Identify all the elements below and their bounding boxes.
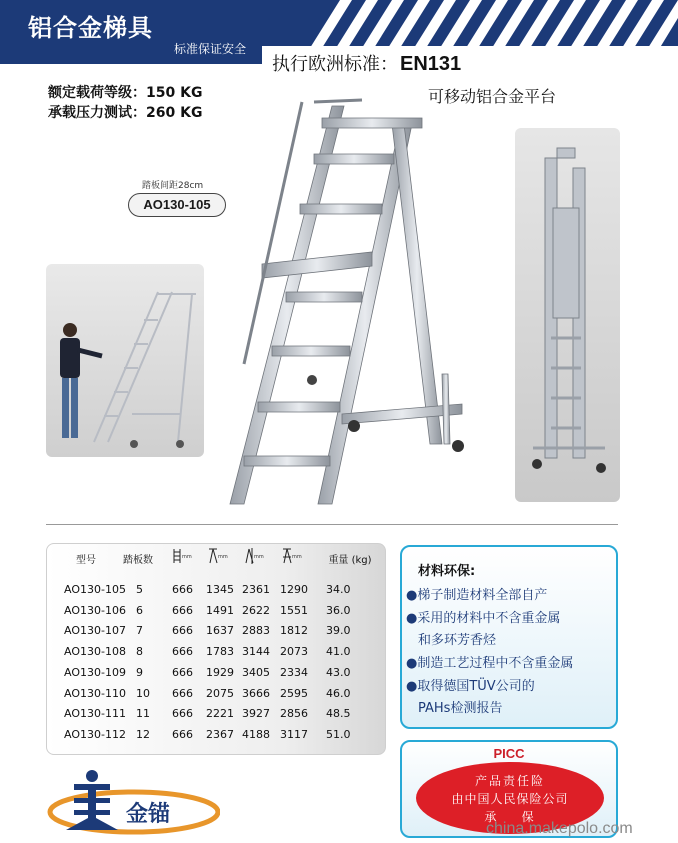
picc-line: 由中国人民保险公司 (451, 792, 569, 806)
standard-text (272, 50, 461, 76)
folded-ladder-illustration (515, 128, 620, 502)
platform-height-icon (282, 547, 304, 565)
cell-length: 2361 (242, 583, 270, 596)
cell-width: 666 (172, 707, 193, 721)
cell-height: 1491 (206, 603, 234, 617)
unit-label: mm (218, 554, 228, 560)
materials-line: ●制造工艺过程中不含重金属 (406, 656, 574, 671)
person-ladder-illustration (46, 264, 204, 457)
cell-steps: 6 (136, 603, 143, 617)
standard-code: EN131 (400, 53, 462, 75)
cell-width: 666 (172, 727, 193, 741)
cell-width: 666 (172, 686, 193, 700)
cell-weight: 34.0 (326, 583, 351, 596)
cell-steps: 11 (136, 707, 150, 721)
cell-height: 2367 (206, 727, 234, 741)
brand-subtitle: 标准保证安全 (174, 42, 247, 56)
cell-model: AO130-112 (64, 727, 126, 741)
cell-length: 3666 (242, 686, 270, 700)
header-model: 型号 (76, 555, 96, 566)
cell-length: 3144 (242, 645, 270, 659)
cell-width: 666 (172, 624, 193, 638)
width-dimension-icon (172, 547, 194, 565)
picc-line: 产品责任险 (474, 774, 545, 788)
cell-height: 1345 (206, 583, 234, 596)
cell-steps: 5 (136, 583, 143, 596)
cell-steps: 9 (136, 665, 143, 679)
cell-platform: 2334 (280, 665, 308, 679)
cell-width: 666 (172, 603, 193, 617)
header-steps: 踏板数 (123, 555, 153, 566)
cell-width: 666 (172, 645, 193, 659)
rated-load: 额定载荷等级：150 KG (48, 85, 203, 101)
unit-label: mm (292, 554, 302, 560)
cell-model: AO130-106 (64, 603, 126, 617)
materials-line: ●梯子制造材料全部自产 (406, 588, 548, 603)
cell-height: 1783 (206, 645, 234, 659)
unit-label: mm (254, 554, 264, 560)
cell-model: AO130-105 (64, 583, 126, 596)
photo-person-ladder (46, 264, 204, 457)
cell-platform: 2856 (280, 707, 308, 721)
header-weight: 重量 (kg) (328, 555, 372, 566)
cell-steps: 7 (136, 624, 143, 638)
cell-steps: 10 (136, 686, 150, 700)
cell-platform: 1551 (280, 603, 308, 617)
cell-platform: 1290 (280, 583, 308, 596)
brand-title: 铝合金梯具 (28, 14, 153, 42)
cell-model: AO130-109 (64, 665, 126, 679)
ladder-main-illustration (222, 84, 472, 516)
photo-folded-ladder (515, 128, 620, 502)
cell-height: 1929 (206, 665, 234, 679)
cell-length: 4188 (242, 727, 270, 741)
materials-line: ●采用的材料中不含重金属 (406, 611, 561, 626)
cell-weight: 43.0 (326, 665, 351, 679)
cell-length: 3927 (242, 707, 270, 721)
cell-height: 1637 (206, 624, 234, 638)
cell-platform: 2595 (280, 686, 308, 700)
cell-height: 2221 (206, 707, 234, 721)
cell-platform: 2073 (280, 645, 308, 659)
cell-model: AO130-108 (64, 645, 126, 659)
cell-model: AO130-111 (64, 707, 126, 721)
standard-label: 执行欧洲标准： (272, 54, 398, 75)
picc-line: 承 保 (484, 810, 536, 824)
unit-label: mm (182, 554, 192, 560)
cell-weight: 48.5 (326, 707, 351, 721)
materials-line: 和多环芳香烃 (418, 633, 497, 648)
cell-length: 2883 (242, 624, 270, 638)
cell-weight: 46.0 (326, 686, 351, 700)
step-spacing-label: 踏板间距28cm (142, 181, 204, 191)
logo-text: 金锚 (126, 802, 171, 827)
cell-model: AO130-110 (64, 686, 126, 700)
cell-steps: 12 (136, 727, 150, 741)
platform-title: 可移动铝合金平台 (428, 87, 557, 106)
cell-weight: 39.0 (326, 624, 351, 638)
cell-platform: 1812 (280, 624, 308, 638)
cell-platform: 3117 (280, 727, 308, 741)
pressure-test: 承载压力测试：260 KG (48, 105, 203, 121)
cell-length: 3405 (242, 665, 270, 679)
cell-steps: 8 (136, 645, 143, 659)
cell-length: 2622 (242, 603, 270, 617)
cell-height: 2075 (206, 686, 234, 700)
cell-width: 666 (172, 665, 193, 679)
height-dimension-icon (208, 547, 230, 565)
length-dimension-icon (244, 547, 266, 565)
cell-width: 666 (172, 583, 193, 596)
materials-line: ●取得德国TÜV公司的 (406, 679, 535, 694)
cell-weight: 51.0 (326, 727, 351, 741)
cell-weight: 41.0 (326, 645, 351, 659)
materials-line: PAHs检测报告 (418, 701, 503, 716)
watermark: china.makepolo.com (486, 820, 633, 837)
model-tag: AO130-105 (128, 193, 226, 217)
picc-title: PICC (493, 746, 525, 761)
cell-weight: 36.0 (326, 603, 351, 617)
materials-title: 材料环保: (418, 564, 476, 579)
cell-model: AO130-107 (64, 624, 126, 638)
section-divider (46, 524, 618, 525)
